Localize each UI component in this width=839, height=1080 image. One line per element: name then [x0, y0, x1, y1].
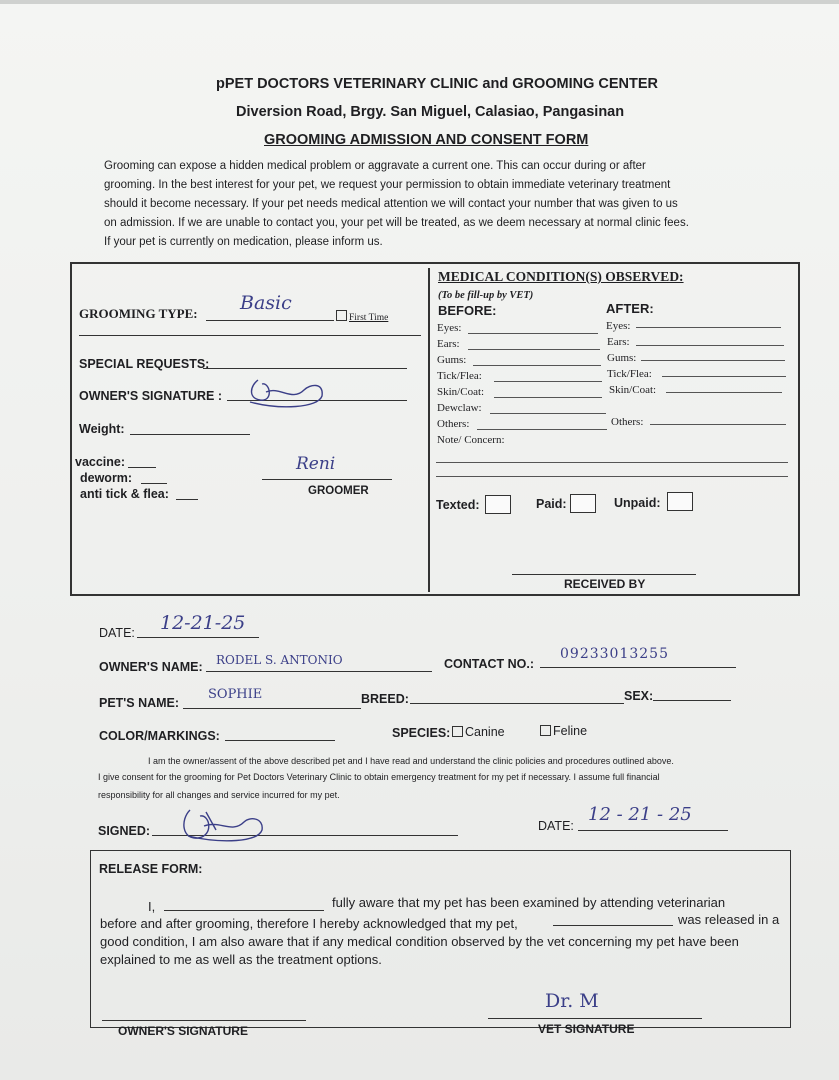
- release-line3: good condition, I am also aware that if any medical condition observed by the vet concerning my pet have been: [100, 934, 739, 949]
- note-line-2[interactable]: [436, 476, 788, 477]
- feline-option[interactable]: [540, 724, 587, 738]
- deworm-label: deworm:: [80, 471, 133, 485]
- clinic-name: pPET DOCTORS VETERINARY CLINIC and GROOMING CENTER: [216, 76, 659, 92]
- consent-line: responsibility for all changes and service incurred for my pet.: [98, 790, 340, 800]
- first-time-checkbox[interactable]: [336, 310, 347, 321]
- species-label: SPECIES:: [392, 726, 451, 740]
- contact-value: 09233013255: [560, 646, 669, 662]
- release-line2-suffix: was released in a: [678, 912, 780, 927]
- special-requests-line[interactable]: [203, 368, 407, 369]
- breed-line[interactable]: [410, 703, 624, 704]
- before-skin-line[interactable]: [494, 397, 602, 398]
- pet-name-value: SOPHIE: [208, 687, 263, 702]
- canine-option[interactable]: [452, 725, 505, 739]
- grooming-type-line[interactable]: [206, 320, 334, 321]
- pet-name-line[interactable]: [183, 708, 361, 709]
- received-by-label: RECEIVED BY: [564, 577, 646, 591]
- owner-signature-scribble: [240, 372, 330, 412]
- medical-heading: MEDICAL CONDITION(S) OBSERVED:: [438, 269, 684, 284]
- owner-name-label: OWNER'S NAME:: [99, 660, 203, 674]
- canine-checkbox[interactable]: [452, 726, 463, 737]
- paid-label: Paid:: [536, 497, 567, 511]
- before-item-others: Others:: [437, 418, 470, 430]
- after-ears-line[interactable]: [636, 345, 784, 346]
- note-label: Note/ Concern:: [437, 434, 505, 446]
- first-time-option[interactable]: [336, 310, 388, 323]
- before-item-eyes: Eyes:: [437, 322, 462, 334]
- grooming-type-label: GROOMING TYPE:: [79, 306, 198, 321]
- release-line2-prefix: before and after grooming, therefore I hereby acknowledged that my pet,: [100, 916, 518, 931]
- weight-label: Weight:: [79, 422, 125, 436]
- after-item-skin-coat: Skin/Coat:: [609, 384, 657, 396]
- intro-line: on admission. If we are unable to contact you, your pet will be treated, as we deem necessary at normal clinic fees.: [104, 217, 689, 229]
- color-markings-label: COLOR/MARKINGS:: [99, 729, 220, 743]
- vaccine-line[interactable]: [128, 467, 156, 468]
- deworm-line[interactable]: [141, 483, 167, 484]
- consent-line: I am the owner/assent of the above described pet and I have read and understand the clinic policies and procedures outlined above.: [148, 756, 674, 766]
- before-tick-line[interactable]: [494, 381, 602, 382]
- release-pet-name-line[interactable]: [553, 925, 673, 926]
- medical-subheading: (To be fill-up by VET): [438, 290, 534, 301]
- after-gums-line[interactable]: [641, 360, 785, 361]
- consent-date-value: 12 - 21 - 25: [588, 804, 692, 825]
- consent-date-label: DATE:: [538, 819, 574, 833]
- release-owner-name-line[interactable]: [164, 910, 324, 911]
- before-item-gums: Gums:: [437, 354, 467, 366]
- owner-name-value: RODEL S. ANTONIO: [216, 653, 343, 667]
- after-item-gums: Gums:: [607, 352, 637, 364]
- sex-label: SEX:: [624, 689, 654, 703]
- release-line4: explained to me as well as the treatment options.: [100, 952, 382, 967]
- intro-line: Grooming can expose a hidden medical problem or aggravate a current one. This can occur during or after: [104, 160, 646, 172]
- note-line-1[interactable]: [436, 462, 788, 463]
- after-label: AFTER:: [606, 301, 654, 316]
- vet-signature-label: VET SIGNATURE: [538, 1022, 635, 1036]
- intro-line: grooming. In the best interest for your pet, we request your permission to obtain immediate veterinary treatment: [104, 179, 671, 191]
- grooming-type-value: Basic: [240, 292, 292, 314]
- before-item-tick-flea: Tick/Flea:: [437, 370, 482, 382]
- before-others-line[interactable]: [477, 429, 607, 430]
- signed-signature-scribble: [176, 800, 276, 850]
- groomer-value: Reni: [296, 454, 336, 474]
- before-eyes-line[interactable]: [468, 333, 598, 334]
- release-heading: RELEASE FORM:: [99, 862, 203, 876]
- after-item-tick-flea: Tick/Flea:: [607, 368, 652, 380]
- consent-line: I give consent for the grooming for Pet Doctors Veterinary Clinic to obtain emergency treatment for my pet if necessary. I assume full financial: [98, 772, 660, 782]
- before-item-dewclaw: Dewclaw:: [437, 402, 482, 414]
- intro-line: should it become necessary. If your pet needs medical attention we will contact your number that was given to us: [104, 198, 678, 210]
- after-item-ears: Ears:: [607, 336, 630, 348]
- first-time-label: First Time: [349, 313, 389, 323]
- release-line1-prefix: I,: [148, 899, 156, 914]
- before-item-skin-coat: Skin/Coat:: [437, 386, 485, 398]
- date-label: DATE:: [99, 626, 135, 640]
- sex-line[interactable]: [653, 700, 731, 701]
- grooming-extra-line[interactable]: [79, 335, 421, 336]
- before-label: BEFORE:: [438, 303, 497, 318]
- release-owner-signature-label: OWNER'S SIGNATURE: [118, 1024, 248, 1038]
- contact-line[interactable]: [540, 667, 736, 668]
- owner-name-line[interactable]: [206, 671, 432, 672]
- color-markings-line[interactable]: [225, 740, 335, 741]
- weight-line[interactable]: [130, 434, 250, 435]
- release-owner-signature-line[interactable]: [102, 1020, 306, 1021]
- groomer-line[interactable]: [262, 479, 392, 480]
- after-tick-line[interactable]: [662, 376, 786, 377]
- before-ears-line[interactable]: [468, 349, 600, 350]
- release-line1-suffix: fully aware that my pet has been examined by attending veterinarian: [332, 895, 726, 910]
- feline-label: Feline: [553, 724, 588, 738]
- contact-label: CONTACT NO.:: [444, 657, 535, 671]
- anti-tick-line[interactable]: [176, 499, 198, 500]
- groomer-label: GROOMER: [308, 485, 369, 497]
- canine-label: Canine: [465, 725, 505, 739]
- texted-label: Texted:: [436, 498, 480, 512]
- vet-handwriting: Dr. M: [545, 990, 599, 1012]
- clinic-address: Diversion Road, Brgy. San Miguel, Calasiao, Pangasinan: [236, 104, 625, 120]
- vaccine-label: vaccine:: [75, 455, 126, 469]
- after-others-line[interactable]: [650, 424, 786, 425]
- feline-checkbox[interactable]: [540, 725, 551, 736]
- box-divider: [428, 268, 430, 592]
- before-dewclaw-line[interactable]: [490, 413, 606, 414]
- after-item-others: Others:: [611, 416, 644, 428]
- before-item-ears: Ears:: [437, 338, 460, 350]
- paid-checkbox[interactable]: [570, 494, 596, 513]
- after-eyes-line[interactable]: [636, 327, 781, 328]
- special-requests-label: SPECIAL REQUESTS:: [79, 357, 210, 371]
- before-gums-line[interactable]: [473, 365, 601, 366]
- consent-date-line[interactable]: [578, 830, 728, 831]
- anti-tick-label: anti tick & flea:: [80, 487, 169, 501]
- breed-label: BREED:: [361, 692, 409, 706]
- unpaid-checkbox[interactable]: [667, 492, 693, 511]
- unpaid-label: Unpaid:: [614, 496, 661, 510]
- received-by-line[interactable]: [512, 574, 696, 575]
- signed-label: SIGNED:: [98, 824, 151, 838]
- after-item-eyes: Eyes:: [606, 320, 631, 332]
- pet-name-label: PET'S NAME:: [99, 696, 180, 710]
- date-value: 12-21-25: [160, 612, 246, 634]
- texted-checkbox[interactable]: [485, 495, 511, 514]
- owner-signature-label: OWNER'S SIGNATURE :: [79, 389, 223, 403]
- intro-line: If your pet is currently on medication, please inform us.: [104, 236, 383, 248]
- date-line[interactable]: [137, 637, 259, 638]
- form-paper: [0, 4, 839, 1080]
- after-skin-line[interactable]: [666, 392, 782, 393]
- vet-signature-line[interactable]: [488, 1018, 702, 1019]
- form-title: GROOMING ADMISSION AND CONSENT FORM: [264, 132, 589, 148]
